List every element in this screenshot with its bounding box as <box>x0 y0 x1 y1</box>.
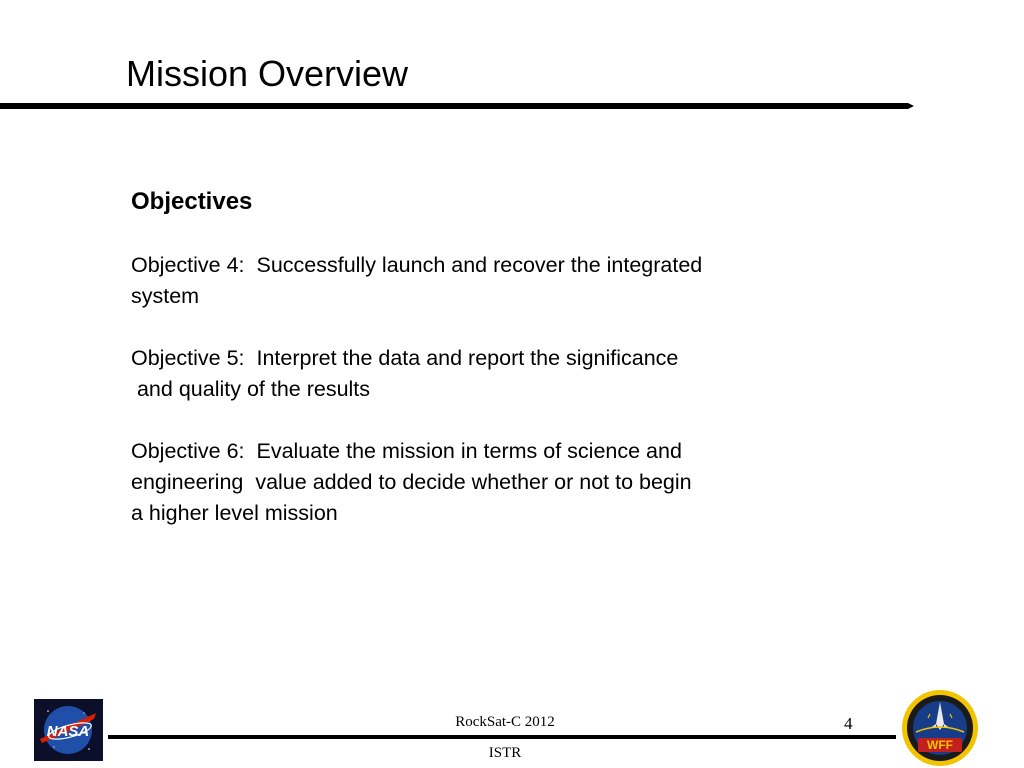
wff-logo <box>900 688 980 768</box>
slide-title: Mission Overview <box>126 53 409 94</box>
footer-divider <box>108 735 896 739</box>
objective-line: a higher level mission <box>131 501 338 525</box>
objective-line: engineering value added to decide whether or not to begin <box>131 470 692 494</box>
objective-line: and quality of the results <box>131 377 371 401</box>
objective-6 <box>131 436 831 529</box>
footer-organization: ISTR <box>488 745 522 761</box>
objective-5 <box>131 343 831 405</box>
page-number: 4 <box>844 714 853 733</box>
title-divider <box>0 101 916 111</box>
objectives-heading: Objectives <box>131 188 253 215</box>
footer-event: RockSat-C 2012 <box>455 714 555 730</box>
objective-line: Objective 4: Successfully launch and recover the integrated <box>131 253 703 277</box>
objective-line: Objective 5: Interpret the data and report the significance <box>131 346 679 370</box>
nasa-logo <box>34 699 103 761</box>
slide-content <box>131 186 831 560</box>
wff-logo-text: WFF <box>927 738 953 752</box>
objective-4 <box>131 250 831 312</box>
objective-line: system <box>131 284 200 308</box>
nasa-logo-text: NASA <box>46 723 90 740</box>
objective-line: Objective 6: Evaluate the mission in terms of science and <box>131 439 682 463</box>
